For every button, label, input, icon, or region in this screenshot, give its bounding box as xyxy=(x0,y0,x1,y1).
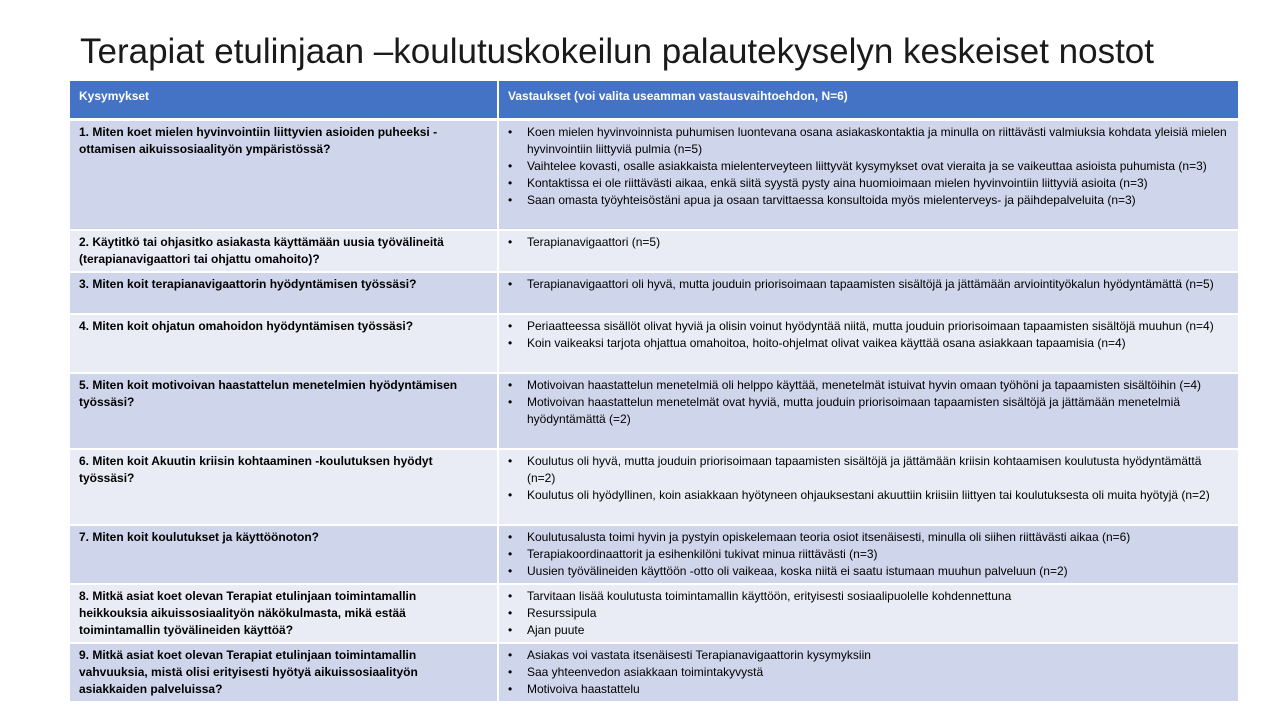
answers-cell xyxy=(498,373,1239,449)
answer-item: • Terapianavigaattori (n=5) xyxy=(508,234,1229,251)
answers-cell xyxy=(498,272,1239,314)
answers-list xyxy=(508,377,1229,428)
header-questions: Kysymykset xyxy=(70,81,498,120)
question-cell: 9. Mitkä asiat koet olevan Terapiat etulinjaan toimintamallin vahvuuksia, mistä olisi erityisesti hyötyä aikuissosiaalityön asiakkaiden palveluissa? xyxy=(70,643,498,702)
answers-list xyxy=(508,588,1229,639)
answers-cell xyxy=(498,584,1239,643)
slide-title: Terapiat etulinjaan –koulutuskokeilun palautekyselyn keskeiset nostot xyxy=(80,32,1154,71)
question-cell: 1. Miten koet mielen hyvinvointiin liittyvien asioiden puheeksi -ottamisen aikuissosiaalityön ympäristössä? xyxy=(70,120,498,230)
header-answers: Vastaukset (voi valita useamman vastausvaihtoehdon, N=6) xyxy=(498,81,1239,120)
answer-item: • Koulutus oli hyvä, mutta jouduin priorisoimaan tapaamisten sisältöjä ja jättämään kriisin kohtaamisen koulutusta hyödyntämättä (n=2) xyxy=(508,453,1229,487)
answers-cell xyxy=(498,120,1239,230)
table-row xyxy=(70,643,1239,702)
answers-cell xyxy=(498,525,1239,584)
answers-list xyxy=(508,453,1229,504)
answer-item: • Motivoivan haastattelun menetelmät ovat hyviä, mutta jouduin priorisoimaan tapaamisten sisältöjä ja jättämään menetelmiä hyödyntämättä (=2) xyxy=(508,394,1229,428)
answer-item: • Motivoiva haastattelu xyxy=(508,681,1229,698)
question-cell: 3. Miten koit terapianavigaattorin hyödyntämisen työssäsi? xyxy=(70,272,498,314)
table-row xyxy=(70,373,1239,449)
table-row xyxy=(70,272,1239,314)
answer-item: • Kontaktissa ei ole riittävästi aikaa, enkä siitä syystä pysty aina huomioimaan mielen hyvinvointiin liittyviä asioita (n=3) xyxy=(508,175,1229,192)
table-header-row xyxy=(70,81,1239,120)
answer-item: • Tarvitaan lisää koulutusta toimintamallin käyttöön, erityisesti sosiaalipuolelle kohdennettuna xyxy=(508,588,1229,605)
question-cell: 7. Miten koit koulutukset ja käyttöönoton? xyxy=(70,525,498,584)
answers-list xyxy=(508,529,1229,580)
answer-item: • Motivoivan haastattelun menetelmiä oli helppo käyttää, menetelmät istuivat hyvin omaan työhöni ja tapaamisten sisältöihin (=4) xyxy=(508,377,1229,394)
table-row xyxy=(70,525,1239,584)
answer-item: • Uusien työvälineiden käyttöön -otto oli vaikeaa, koska niitä ei saatu istumaan muuhun palveluun (n=2) xyxy=(508,563,1229,580)
table-row xyxy=(70,314,1239,373)
answer-item: • Koen mielen hyvinvoinnista puhumisen luontevana osana asiakaskontaktia ja minulla on riittävästi valmiuksia kohdata yleisiä mielen hyvinvointiin liittyviä pulmia (n=5) xyxy=(508,124,1229,158)
answers-list xyxy=(508,647,1229,698)
answers-list xyxy=(508,318,1229,352)
answer-item: • Koulutus oli hyödyllinen, koin asiakkaan hyötyneen ohjauksestani akuuttiin kriisiin liittyen tai koulutuksesta oli muita hyötyjä (n=2) xyxy=(508,487,1229,504)
answer-item: • Vaihtelee kovasti, osalle asiakkaista mielenterveyteen liittyvät kysymykset ovat vieraita ja se vaikeuttaa asioista puhumista (n=3) xyxy=(508,158,1229,175)
answers-list xyxy=(508,234,1229,251)
answer-item: • Koin vaikeaksi tarjota ohjattua omahoitoa, hoito-ohjelmat olivat vaikea käyttää osana asiakkaan tapaamisia (n=4) xyxy=(508,335,1229,352)
table-row xyxy=(70,584,1239,643)
answers-cell xyxy=(498,314,1239,373)
question-cell: 8. Mitkä asiat koet olevan Terapiat etulinjaan toimintamallin heikkouksia aikuissosiaalityön näkökulmasta, mikä estää toimintamallin työvälineiden käyttöä? xyxy=(70,584,498,643)
answer-item: • Resurssipula xyxy=(508,605,1229,622)
answers-list xyxy=(508,124,1229,209)
answer-item: • Koulutusalusta toimi hyvin ja pystyin opiskelemaan teoria osiot itsenäisesti, minulla oli siihen riittävästi aikaa (n=6) xyxy=(508,529,1229,546)
answer-item: • Periaatteessa sisällöt olivat hyviä ja olisin voinut hyödyntää niitä, mutta jouduin priorisoimaan tapaamisten sisältöjä muuhun (n=4) xyxy=(508,318,1229,335)
answer-item: • Terapianavigaattori oli hyvä, mutta jouduin priorisoimaan tapaamisten sisältöjä ja jättämään arviointityökalun hyödyntämättä (n=5) xyxy=(508,276,1229,293)
survey-results-table xyxy=(70,81,1240,703)
table-row xyxy=(70,449,1239,525)
answer-item: • Ajan puute xyxy=(508,622,1229,639)
table-body xyxy=(70,120,1239,702)
answer-item: • Terapiakoordinaattorit ja esihenkilöni tukivat minua riittävästi (n=3) xyxy=(508,546,1229,563)
answers-cell xyxy=(498,643,1239,702)
answer-item: • Saa yhteenvedon asiakkaan toimintakyvystä xyxy=(508,664,1229,681)
question-cell: 5. Miten koit motivoivan haastattelun menetelmien hyödyntämisen työssäsi? xyxy=(70,373,498,449)
table-row xyxy=(70,230,1239,272)
question-cell: 4. Miten koit ohjatun omahoidon hyödyntämisen työssäsi? xyxy=(70,314,498,373)
question-cell: 2. Käytitkö tai ohjasitko asiakasta käyttämään uusia työvälineitä (terapianavigaattori tai ohjattu omahoito)? xyxy=(70,230,498,272)
answers-cell xyxy=(498,230,1239,272)
answer-item: • Saan omasta työyhteisöstäni apua ja osaan tarvittaessa konsultoida myös mielenterveys- ja päihdepalveluita (n=3) xyxy=(508,192,1229,209)
question-cell: 6. Miten koit Akuutin kriisin kohtaaminen -koulutuksen hyödyt työssäsi? xyxy=(70,449,498,525)
answers-list xyxy=(508,276,1229,293)
answer-item: • Asiakas voi vastata itsenäisesti Terapianavigaattorin kysymyksiin xyxy=(508,647,1229,664)
table-row xyxy=(70,120,1239,230)
answers-cell xyxy=(498,449,1239,525)
